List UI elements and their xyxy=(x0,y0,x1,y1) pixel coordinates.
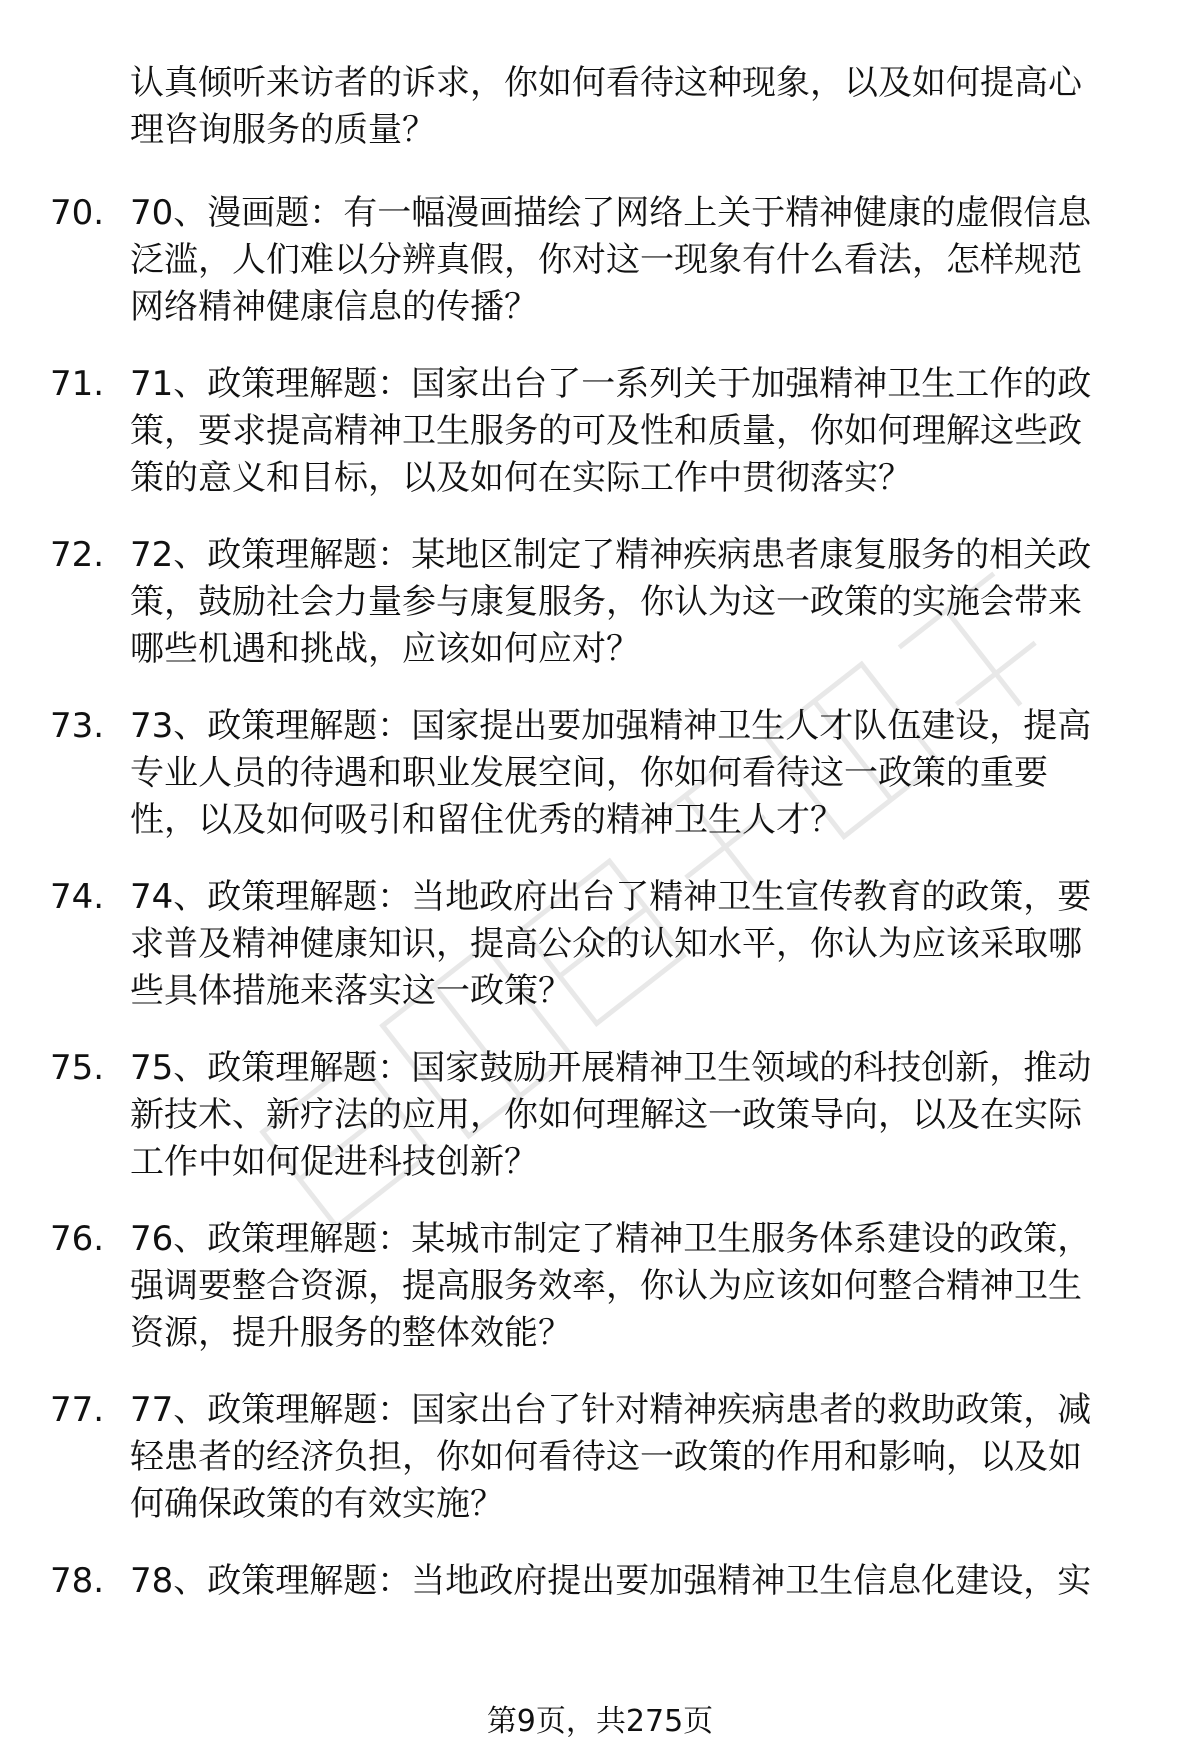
list-item xyxy=(0,1216,1200,1387)
question-text: 73、政策理解题：国家提出要加强精神卫生人才队伍建设，提高 专业人员的待遇和职业发展空间，你如何看待这一政策的重要 性，以及如何吸引和留住优秀的精神卫生人才？ xyxy=(130,706,1092,840)
question-number: 71. xyxy=(50,364,105,404)
question-number: 72. xyxy=(50,535,105,575)
question-text: 72、政策理解题：某地区制定了精神疾病患者康复服务的相关政 策，鼓励社会力量参与康复服务，你认为这一政策的实施会带来 哪些机遇和挑战，应该如何应对？ xyxy=(130,535,1092,669)
list-item xyxy=(0,1387,1200,1558)
question-number: 77. xyxy=(50,1390,105,1430)
question-text: 75、政策理解题：国家鼓励开展精神卫生领域的科技创新，推动 新技术、新疗法的应用，你如何理解这一政策导向，以及在实际 工作中如何促进科技创新？ xyxy=(130,1048,1092,1182)
question-number: 74. xyxy=(50,877,105,917)
question-text: 74、政策理解题：当地政府出台了精神卫生宣传教育的政策，要 求普及精神健康知识，提高公众的认知水平，你认为应该采取哪 些具体措施来落实这一政策？ xyxy=(130,877,1092,1011)
list-item xyxy=(0,361,1200,532)
list-item xyxy=(0,1045,1200,1216)
question-number: 73. xyxy=(50,706,105,746)
question-list xyxy=(0,190,1200,1729)
question-number: 76. xyxy=(50,1219,105,1259)
question-text: 76、政策理解题：某城市制定了精神卫生服务体系建设的政策， 强调要整合资源，提高服务效率，你认为应该如何整合精神卫生 资源，提升服务的整体效能？ xyxy=(130,1219,1092,1353)
question-number: 75. xyxy=(50,1048,105,1088)
continued-question-text: 认真倾听来访者的诉求，你如何看待这种现象，以及如何提高心 理咨询服务的质量？ xyxy=(130,63,1082,150)
question-text: 70、漫画题：有一幅漫画描绘了网络上关于精神健康的虚假信息 泛滥，人们难以分辨真假，你对这一现象有什么看法，怎样规范 网络精神健康信息的传播？ xyxy=(130,193,1092,327)
page-footer: 第9页，共275页 xyxy=(486,1704,714,1739)
question-text: 78、政策理解题：当地政府提出要加强精神卫生信息化建设，实 xyxy=(130,1561,1092,1601)
question-text: 77、政策理解题：国家出台了针对精神疾病患者的救助政策，减 轻患者的经济负担，你如何看待这一政策的作用和影响，以及如 何确保政策的有效实施？ xyxy=(130,1390,1092,1524)
list-item xyxy=(0,703,1200,874)
question-text: 71、政策理解题：国家出台了一系列关于加强精神卫生工作的政 策，要求提高精神卫生服务的可及性和质量，你如何理解这些政 策的意义和目标，以及如何在实际工作中贯彻落实？ xyxy=(130,364,1092,498)
question-number: 70. xyxy=(50,193,105,233)
list-item xyxy=(0,874,1200,1045)
list-item xyxy=(0,532,1200,703)
question-number: 78. xyxy=(50,1561,105,1601)
list-item xyxy=(0,190,1200,361)
